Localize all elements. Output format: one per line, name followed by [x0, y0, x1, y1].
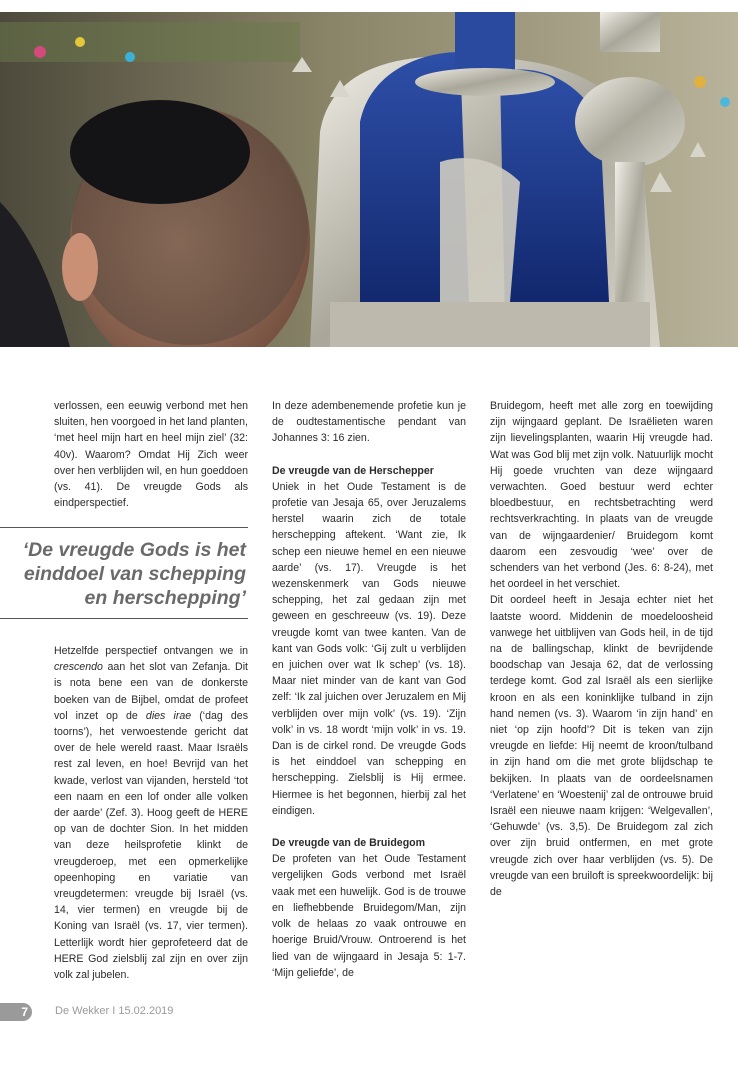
italic-term: crescendo: [54, 661, 103, 674]
page-number: 7: [0, 1003, 32, 1021]
pull-quote: ‘De vreugde Gods is het einddoel van schepping en herschepping’: [0, 527, 248, 619]
photo-illustration: [0, 12, 738, 347]
text-span: aan het slot van Zefanja. Dit is nota bene een van de donkerste boeken van de Bijbel, omdat de profeet vol inzet op de: [54, 661, 248, 722]
italic-term: dies irae: [145, 709, 192, 722]
paragraph: In deze adembenemende profetie kun je de oudtestamentische pendant van Johannes 3: 16 zien.: [272, 400, 466, 445]
paragraph: De profeten van het Oude Testament vergelijken Gods verbond met Israël vaak met een huwelijk. God is de trouwe en liefhebbende Bruidegom/Man, zijn volk de helaas zo vaak ontrouwe en hoerige Bruid/Vrouw. Ontroerend is het lied van de wijngaard in Jesaja 5: 1-7. ‘Mijn geliefde’, de: [272, 853, 466, 979]
text-span: Hetzelfde perspectief ontvangen we in: [54, 645, 248, 657]
column-2: [272, 398, 466, 981]
magazine-issue: De Wekker I 15.02.2019: [55, 1005, 174, 1017]
paragraph: Uniek in het Oude Testament is de profetie van Jesaja 65, over Jeruzalems herstel waarin zich de totale herschepping aftekent. ‘Want zie, Ik schep een nieuwe hemel en een nieuwe aarde’ (vs. 17). Vreugde is het wezenskenmerk van Gods nieuwe schepping, het zal gedaan zijn met geween en geschreeuw (vs. 19). Deze vreugde komt van twee kanten. Van de kant van Gods volk: ‘Gij zult u verblijden en juichen over wat Ik schep’ (vs. 18). Maar niet minder van de kant van God zelf: ‘Ik zal juichen over Jeruzalem en Mij verblijden over mijn volk’ (vs. 19). ‘Zijn volk’ in vs. 18 wordt ‘mijn volk’ in vs. 19. Dan is de cirkel rond. De vreugde Gods is het einddoel van schepping en herschepping. Zielsblij is Hij ermee. Hiermee is het begonnen, hierbij zal het eindigen.: [272, 480, 466, 817]
column-1-bottom: [54, 643, 248, 983]
header-photo: [0, 12, 738, 347]
section-heading: De vreugde van de Bruidegom: [272, 837, 426, 850]
column-3: [490, 398, 713, 900]
page-footer: [0, 1003, 300, 1021]
column-1-top: [54, 398, 248, 511]
paragraph: verlossen, een eeuwig verbond met hen sluiten, hen voorgoed in het land planten, ‘met heel mijn hart en heel mijn ziel’ (32: 40v). Waarom? Omdat Hij Zich weer over hen verblijden wil, en hun goeddoen (vs. 41). De vreugde Gods als eindperspectief.: [54, 400, 248, 510]
text-span: (‘dag des toorns’), het verwoestende gericht dat over de hele wereld raast. Maar Israëls rest zal leven, en hoe! Bevrijd van het kwade, verlost van vijanden, hersteld ‘tot een naam en een lof onder alle volken der aarde’ (Zef. 3). Hoog geeft de HERE op van de dochter Sion. In het midden van deze heilsprofetie klinkt de vreugderoep, met een opmerkelijke opeenhoping en variatie van vreugdetermen: vreugde bij Israël (vs. 14, vier termen) en vreugde bij de Koning van Israël (vs. 17, vier termen). Letterlijk wordt hier geprofeteerd dat de HERE God zielsblij zal zijn en over zijn volk zal jubelen.: [54, 709, 248, 982]
paragraph: Dit oordeel heeft in Jesaja echter niet het laatste woord. Middenin de moedeloosheid vanwege het uitblijven van Gods heil, in de tijd na de ballingschap, klinkt de bevrijdende boodschap van Jesaja 62, dat de verlossing terdege komt. God zal Israël als een sierlijke kroon en als een koninklijke tulband in zijn hand nemen (vs. 3). Waarom ‘in zijn hand’ en niet ‘op zijn hoofd’? Dit is teken van zijn vreugde en liefde: Hij neemt de kroon/tulband in zijn hand om die met grote blijdschap te bekijken. In plaats van de oordeelsnamen ‘Verlatene’ en ‘Woestenij’ zal de ontrouwe bruid Israël een nieuwe naam krijgen: ‘Welgevallen’, ‘Gehuwde’ (vs. 3,5). De Bruidegom zal zich over zijn bruid ontfermen, en met grote vreugde zich over haar verblijden (vs. 5). De vreugde van een bruiloft is spreekwoordelijk: bij de: [490, 594, 713, 899]
paragraph: [54, 643, 248, 983]
section-heading: De vreugde van de Herschepper: [272, 464, 434, 477]
paragraph: Bruidegom, heeft met alle zorg en toewijding zijn wijngaard geplant. De Israëlieten waren zijn lievelingsplanten, waarin Hij vreugde had. Wat was God blij met zijn volk. Natuurlijk mocht Hij goede vruchten van deze wijngaard verwachten. Goed bestuur werd echter bloedbestuur, en rechtsbetrachting werd rechtsverkrachting. In plaats van de vreugde van de wijngaardenier/ Bruidegom komt daarom een zesvoudig ‘wee’ over de schenders van het verbond (Jes. 6: 8-24), met het oordeel in het verschiet.: [490, 400, 713, 591]
